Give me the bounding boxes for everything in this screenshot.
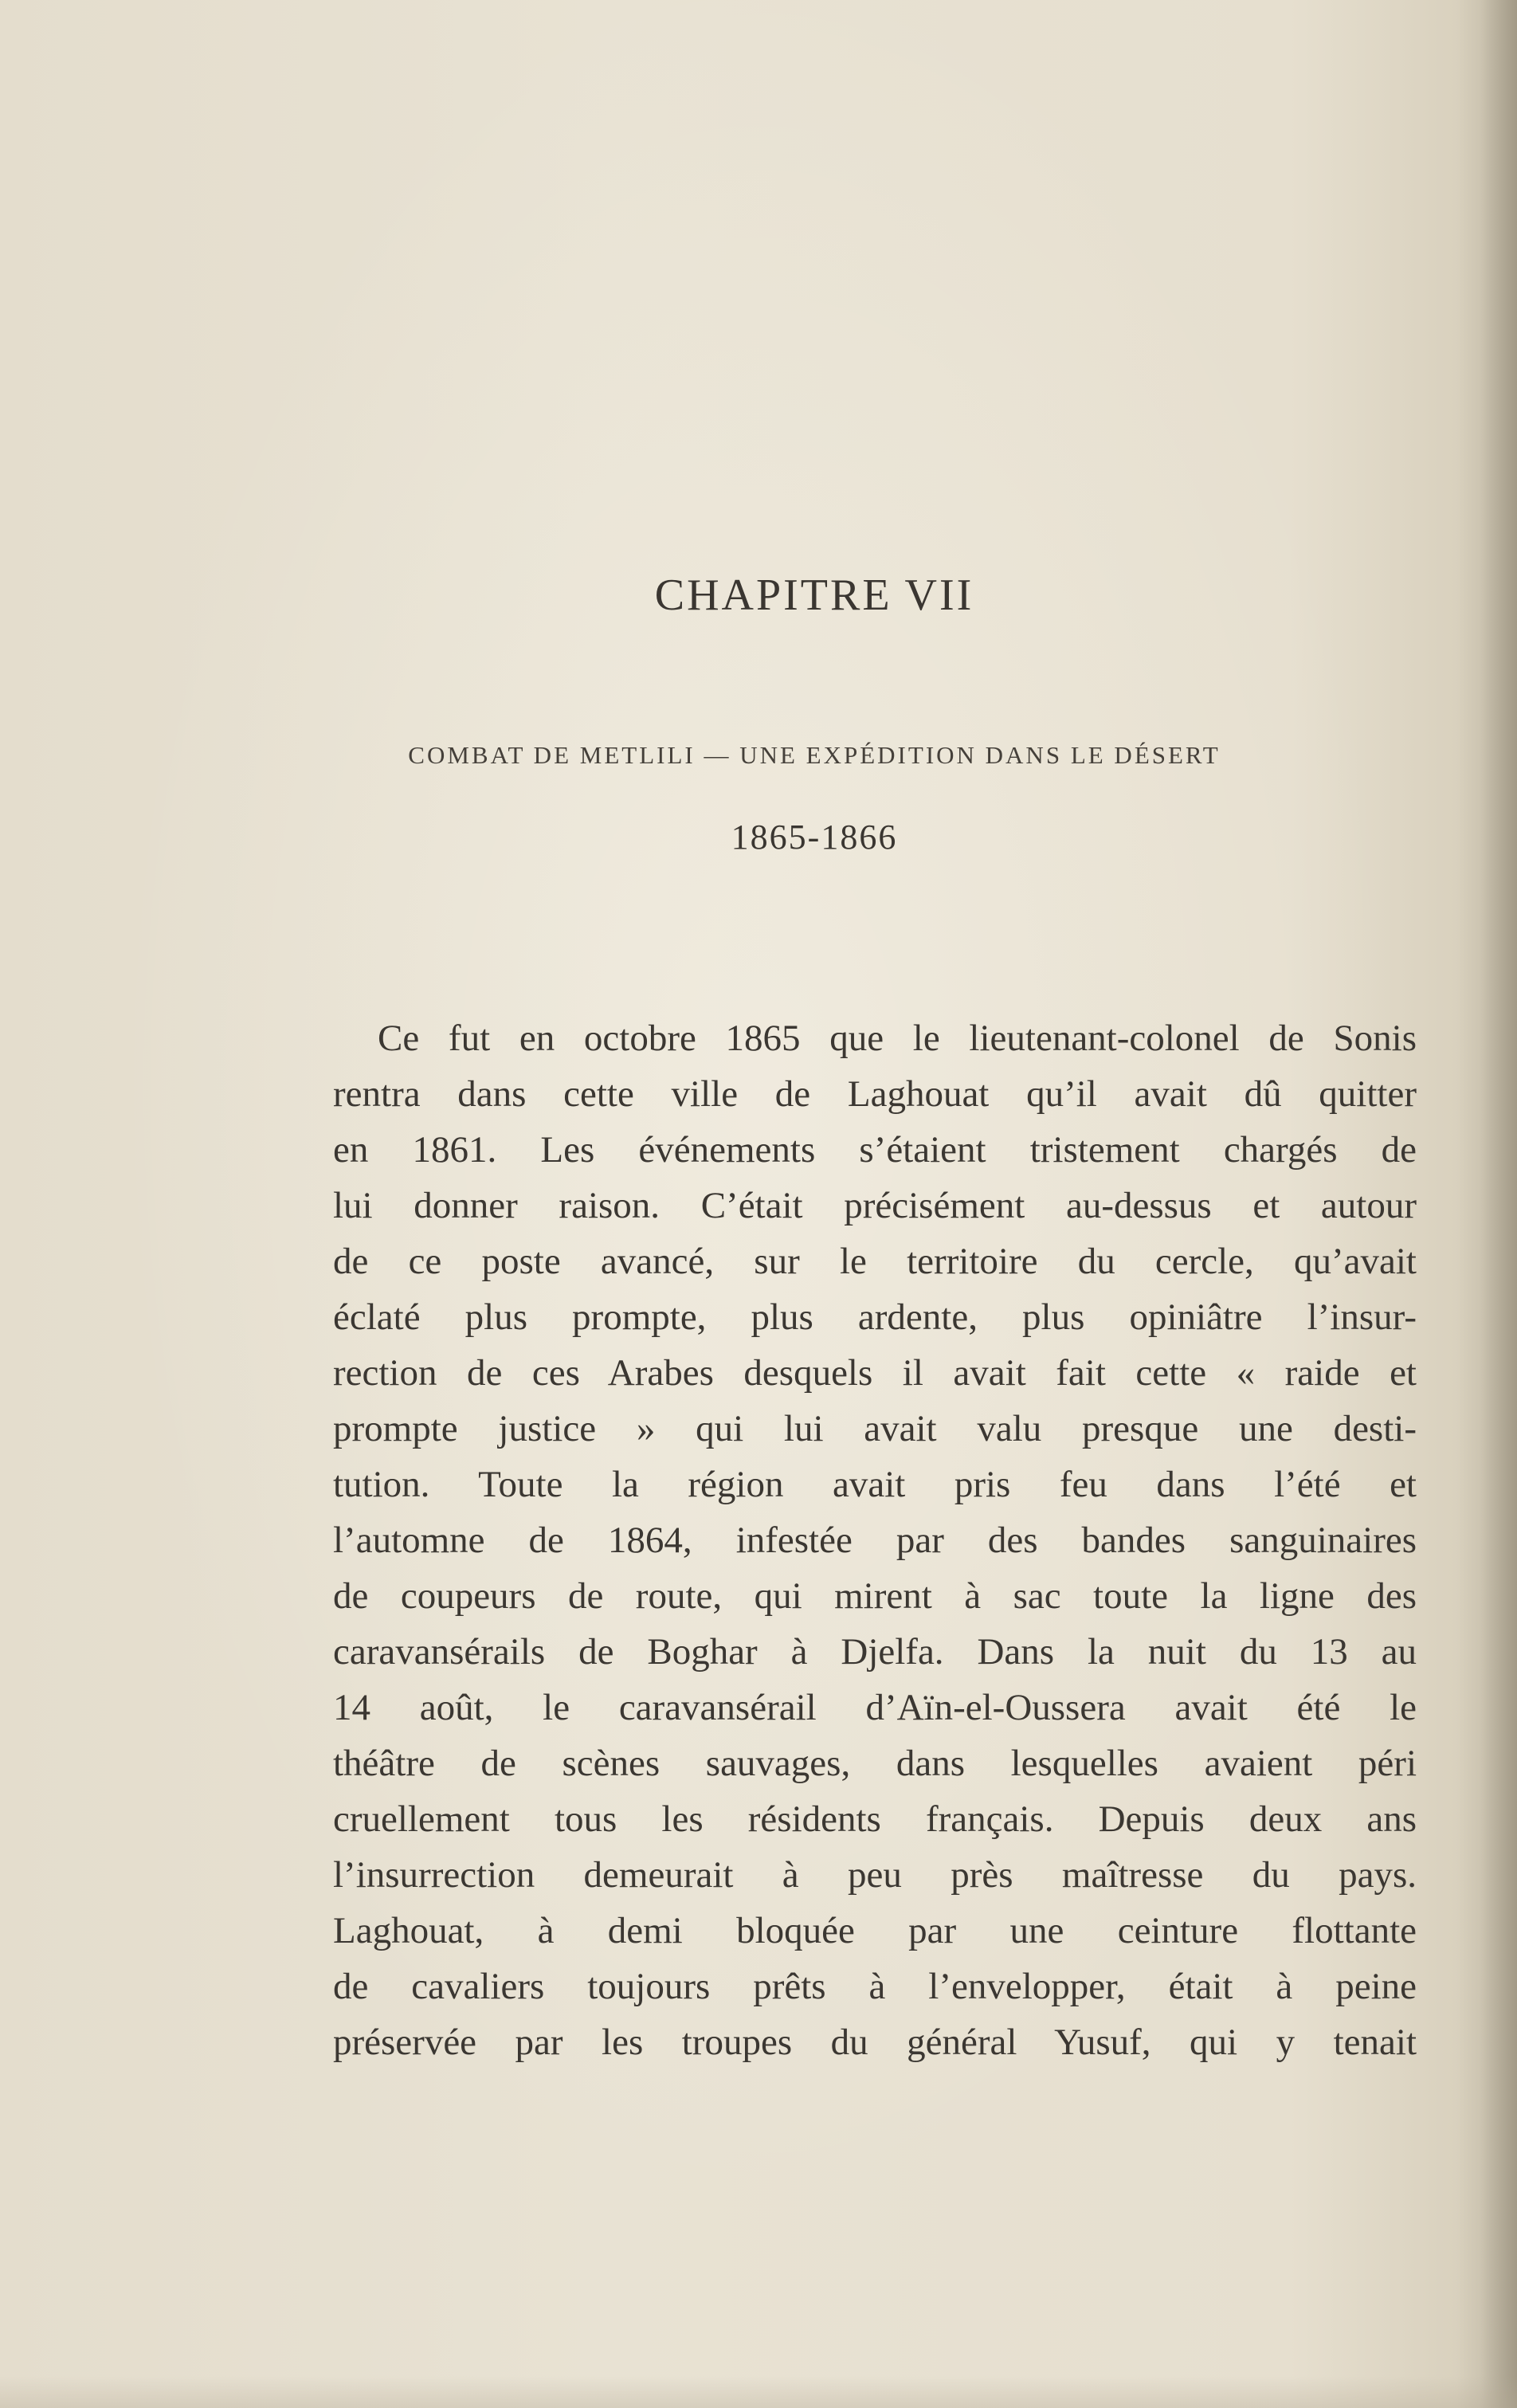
text-line: Ce fut en octobre 1865 que le lieutenant-colonel de Sonis bbox=[378, 1018, 1417, 1059]
text-line: caravansérails de Boghar à Djelfa. Dans la nuit du 13 au bbox=[333, 1631, 1417, 1673]
text-line: théâtre de scènes sauvages, dans lesquelles avaient péri bbox=[333, 1743, 1417, 1784]
text-line: en 1861. Les événements s’étaient tristement chargés de bbox=[333, 1129, 1417, 1171]
chapter-subtitle: COMBAT DE METLILI — UNE EXPÉDITION DANS LE DÉSERT bbox=[408, 741, 1221, 769]
page-bottom-edge bbox=[0, 2376, 1517, 2408]
text-line: préservée par les troupes du général Yusuf, qui y tenait bbox=[333, 2022, 1417, 2063]
text-line: de cavaliers toujours prêts à l’envelopper, était à peine bbox=[333, 1966, 1417, 2007]
body-paragraph bbox=[333, 1010, 1417, 2070]
text-line: Laghouat, à demi bloquée par une ceinture flottante bbox=[333, 1910, 1417, 1951]
chapter-title: CHAPITRE VII bbox=[654, 571, 974, 620]
text-line: 14 août, le caravansérail d’Aïn-el-Oussera avait été le bbox=[333, 1687, 1417, 1728]
text-line: de ce poste avancé, sur le territoire du cercle, qu’avait bbox=[333, 1241, 1417, 1282]
text-line: l’insurrection demeurait à peu près maîtresse du pays. bbox=[333, 1854, 1417, 1896]
text-line: rection de ces Arabes desquels il avait fait cette « raide et bbox=[333, 1352, 1417, 1394]
text-line: rentra dans cette ville de Laghouat qu’il avait dû quitter bbox=[333, 1073, 1417, 1115]
text-line: tution. Toute la région avait pris feu dans l’été et bbox=[333, 1464, 1417, 1505]
text-line: cruellement tous les résidents français. Depuis deux ans bbox=[333, 1798, 1417, 1840]
text-line: lui donner raison. C’était précisément au-dessus et autour bbox=[333, 1185, 1417, 1226]
text-line: éclaté plus prompte, plus ardente, plus opiniâtre l’insur- bbox=[333, 1296, 1417, 1338]
chapter-years: 1865-1866 bbox=[731, 818, 898, 857]
text-line: de coupeurs de route, qui mirent à sac toute la ligne des bbox=[333, 1575, 1417, 1617]
text-line: l’automne de 1864, infestée par des bandes sanguinaires bbox=[333, 1520, 1417, 1561]
text-line: prompte justice » qui lui avait valu presque une desti- bbox=[333, 1408, 1417, 1449]
page-edge-shadow bbox=[1480, 0, 1517, 2408]
